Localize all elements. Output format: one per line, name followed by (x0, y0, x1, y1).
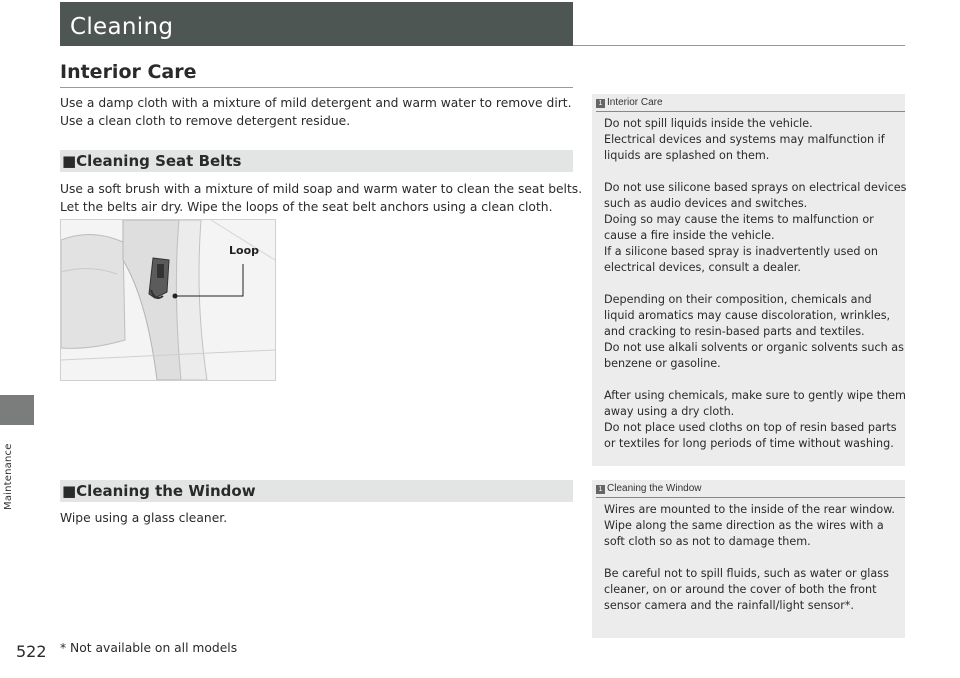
note-line: Do not use alkali solvents or organic solvents such as (604, 341, 904, 354)
note-spacer (604, 164, 907, 180)
figure-label-loop: Loop (229, 244, 259, 257)
note-spacer (604, 550, 895, 566)
text-line: Use a damp cloth with a mixture of mild detergent and warm water to remove dirt. (60, 96, 572, 110)
note-line: electrical devices, consult a dealer. (604, 261, 801, 274)
note-line: If a silicone based spray is inadvertently used on (604, 245, 878, 258)
note-line: away using a dry cloth. (604, 405, 735, 418)
note-line: Do not place used cloths on top of resin based parts (604, 421, 897, 434)
subsection-heading-seat-belts: ■Cleaning Seat Belts (62, 152, 242, 170)
note-spacer (604, 372, 907, 388)
footnote: * Not available on all models (60, 641, 238, 655)
note-line: cause a fire inside the vehicle. (604, 229, 775, 242)
note-line: benzene or gasoline. (604, 357, 721, 370)
note-line: Electrical devices and systems may malfunction if (604, 133, 885, 146)
note-divider (596, 111, 905, 112)
section-divider (60, 87, 573, 88)
seat-belts-text (60, 180, 583, 216)
page-number: 522 (16, 642, 47, 661)
note-line: Depending on their composition, chemicals and (604, 293, 872, 306)
text-line: Use a clean cloth to remove detergent residue. (60, 114, 351, 128)
page-title: Cleaning (70, 14, 174, 40)
section-tab-marker (0, 395, 34, 425)
note-title: Cleaning the Window (607, 483, 702, 494)
note-line: Be careful not to spill fluids, such as water or glass (604, 567, 889, 580)
note-line: liquid aromatics may cause discoloration, wrinkles, (604, 309, 891, 322)
note-divider (596, 497, 905, 498)
note-line: soft cloth so as not to damage them. (604, 535, 811, 548)
note-line: Wipe along the same direction as the wires with a (604, 519, 884, 532)
section-heading-interior-care: Interior Care (60, 61, 197, 83)
note-line: sensor camera and the rainfall/light sensor*. (604, 599, 854, 612)
note-line: Do not spill liquids inside the vehicle. (604, 117, 813, 130)
note-line: After using chemicals, make sure to gently wipe them (604, 389, 906, 402)
window-text: Wipe using a glass cleaner. (60, 511, 228, 525)
note-line: such as audio devices and switches. (604, 197, 808, 210)
note-heading-window (596, 483, 702, 494)
interior-care-text (60, 94, 580, 130)
section-side-label: Maintenance (3, 443, 14, 510)
note-spacer (604, 276, 907, 292)
note-line: Do not use silicone based sprays on electrical devices (604, 181, 907, 194)
note-heading-interior-care (596, 97, 663, 108)
note-line: cleaner, on or around the cover of both the front (604, 583, 877, 596)
note-line: or textiles for long periods of time without washing. (604, 437, 894, 450)
header-divider (573, 45, 905, 46)
note-body-window (604, 502, 895, 614)
note-line: liquids are splashed on them. (604, 149, 770, 162)
text-line: Let the belts air dry. Wipe the loops of the seat belt anchors using a clean cloth. (60, 200, 553, 214)
note-line: Doing so may cause the items to malfunction or (604, 213, 874, 226)
note-symbol-icon: 1 (596, 99, 605, 108)
note-symbol-icon: 1 (596, 485, 605, 494)
note-title: Interior Care (607, 97, 663, 108)
note-body-interior-care (604, 116, 907, 452)
text-line: Use a soft brush with a mixture of mild soap and warm water to clean the seat belts. (60, 182, 583, 196)
note-line: and cracking to resin-based parts and textiles. (604, 325, 865, 338)
subsection-heading-window: ■Cleaning the Window (62, 482, 256, 500)
note-line: Wires are mounted to the inside of the rear window. (604, 503, 895, 516)
